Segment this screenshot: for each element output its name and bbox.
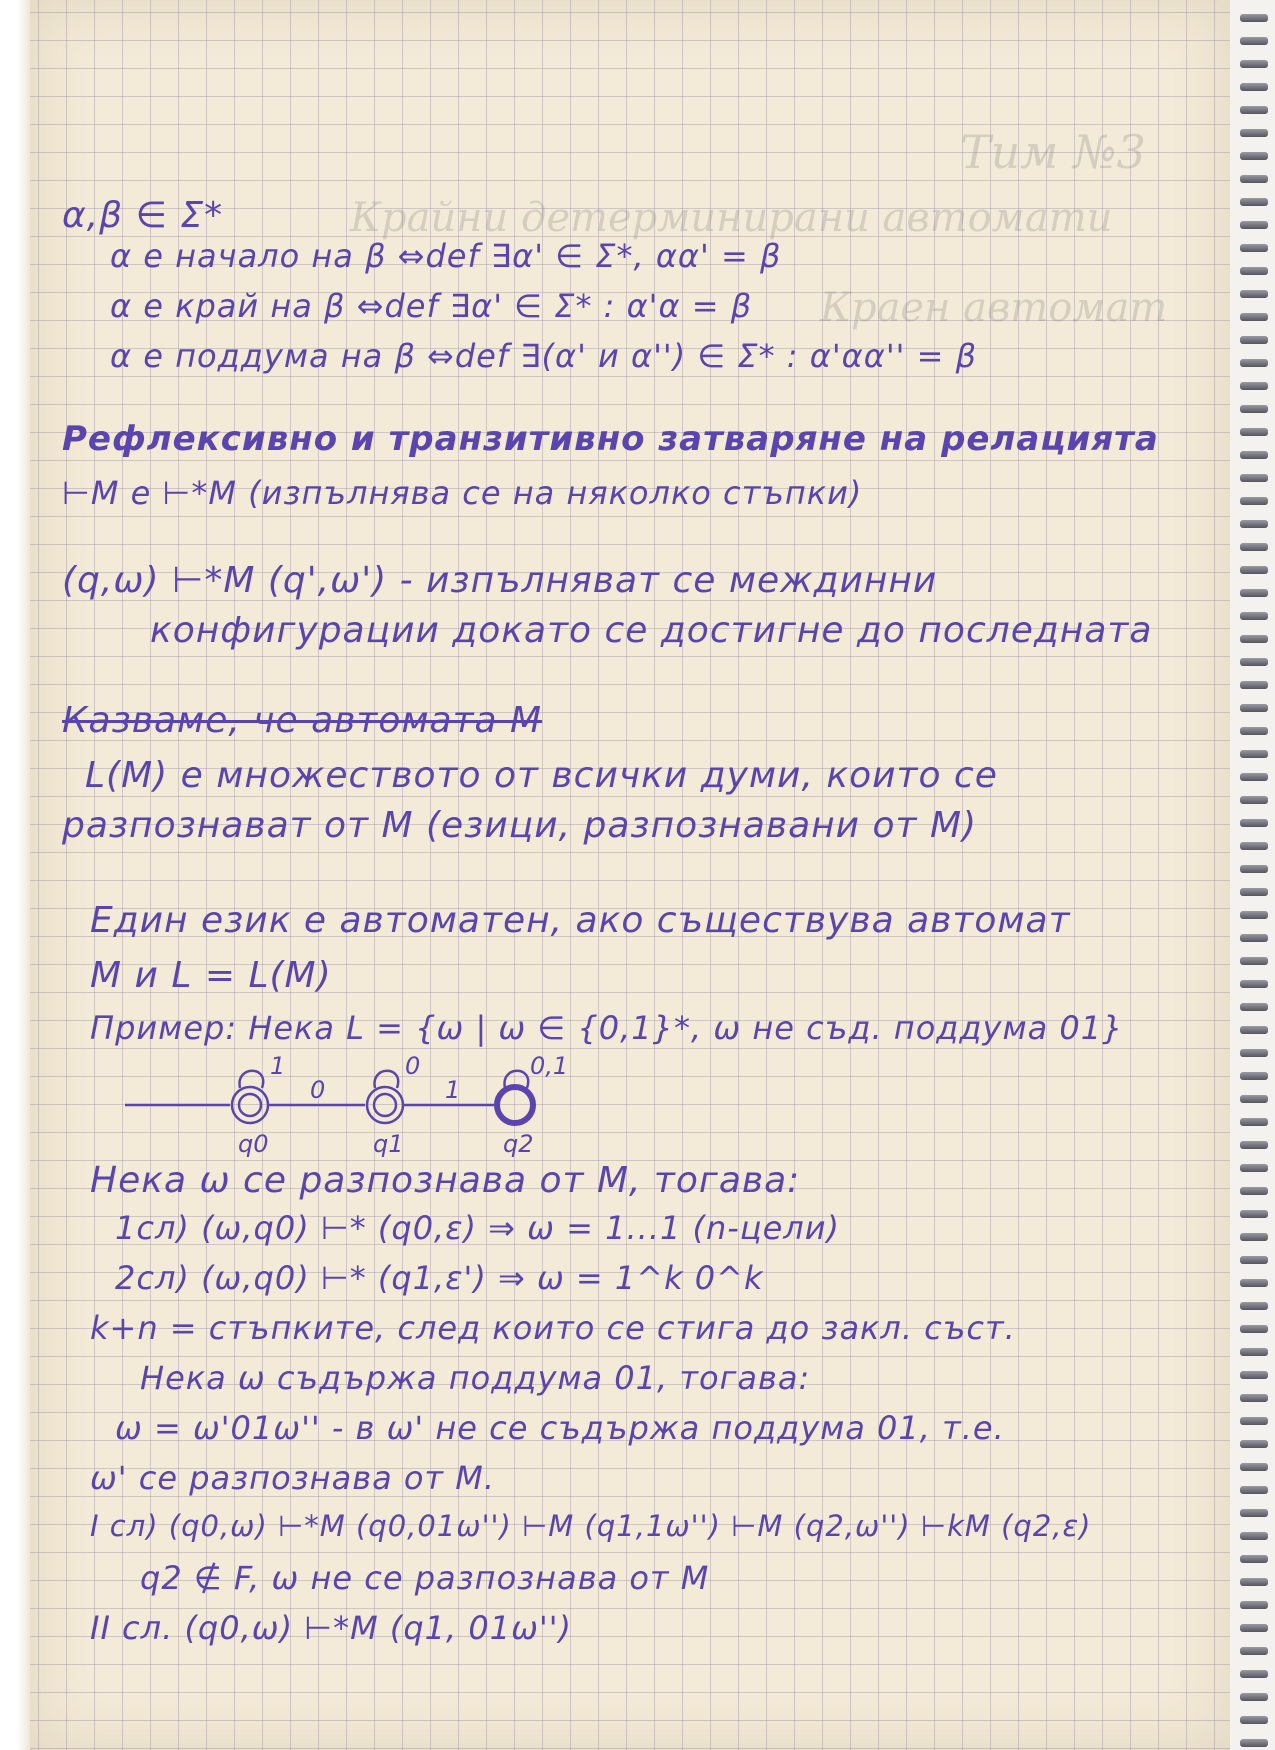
spiral-ring [1240,1118,1268,1126]
note-line-21: ω' се разпознава от M. [90,1459,496,1497]
state-label-q0: q0 [238,1130,269,1158]
spiral-ring [1240,1256,1268,1264]
spiral-ring [1240,1026,1268,1034]
spiral-ring [1240,1279,1268,1287]
spiral-ring [1240,635,1268,643]
spiral-ring [1240,451,1268,459]
spiral-ring [1240,37,1268,45]
note-line-11: разпознават от M (езици, разпознавани от M) [62,805,978,846]
spiral-ring [1240,290,1268,298]
spiral-ring [1240,773,1268,781]
spiral-ring [1240,60,1268,68]
spiral-ring [1240,1417,1268,1425]
spiral-ring [1240,428,1268,436]
spiral-ring [1240,750,1268,758]
spiral-ring [1240,152,1268,160]
spiral-ring [1240,796,1268,804]
spiral-ring [1240,1394,1268,1402]
spiral-ring [1240,1463,1268,1471]
note-line-1: α,β ∈ Σ* [62,195,224,236]
spiral-ring [1240,704,1268,712]
spiral-ring [1240,198,1268,206]
spiral-ring [1240,658,1268,666]
spiral-ring [1240,1049,1268,1057]
edge-label-q1-q2: 1 [445,1076,461,1104]
background-text-title: Тим №3 [960,125,1146,179]
spiral-ring [1240,175,1268,183]
note-line-18: k+n = стъпките, след които се стига до закл. съст. [90,1309,1016,1347]
state-label-q2: q2 [503,1130,534,1158]
spiral-ring [1240,359,1268,367]
spiral-ring [1240,1003,1268,1011]
spiral-ring [1240,1578,1268,1586]
spiral-ring [1240,106,1268,114]
note-line-7: (q,ω) ⊢*M (q',ω') - изпълняват се междинни [62,560,938,601]
note-line-10: L(M) е множеството от всички думи, които се [85,755,998,796]
spiral-ring [1240,1647,1268,1655]
spiral-ring [1240,1210,1268,1218]
note-line-6: ⊢M е ⊢*M (изпълнява се на няколко стъпки) [62,474,863,512]
spiral-ring [1240,1233,1268,1241]
spiral-ring [1240,1348,1268,1356]
note-line-17: 2сл) (ω,q0) ⊢* (q1,ε') ⇒ ω = 1^k 0^k [115,1259,764,1297]
spiral-ring [1240,474,1268,482]
spiral-ring [1240,1187,1268,1195]
spiral-ring [1240,405,1268,413]
edge-label-q0-q1: 0 [310,1076,326,1104]
spiral-ring [1240,957,1268,965]
spiral-ring [1240,1716,1268,1724]
spiral-ring [1240,520,1268,528]
spiral-ring [1240,1624,1268,1632]
state-q2-circle [497,1087,533,1123]
spiral-ring [1240,1486,1268,1494]
spiral-ring [1240,1670,1268,1678]
spiral-ring [1240,244,1268,252]
spiral-ring [1240,1693,1268,1701]
loop-label-q1: 0 [405,1052,421,1080]
spiral-ring [1240,129,1268,137]
note-line-4: α е поддума на β ⇔def ∃(α' и α'') ∈ Σ* : α'αα'' = β [110,337,977,375]
spiral-ring [1240,221,1268,229]
state-q1-circle [367,1087,403,1123]
spiral-ring [1240,83,1268,91]
spiral-ring [1240,980,1268,988]
state-q1-accept-ring [374,1094,396,1116]
state-q0-circle [232,1087,268,1123]
state-label-q1: q1 [373,1130,404,1158]
note-line-3: α е край на β ⇔def ∃α' ∈ Σ* : α'α = β [110,287,753,325]
spiral-ring [1240,382,1268,390]
note-line-example: Пример: Нека L = {ω | ω ∈ {0,1}*, ω не съд. поддума 01} [90,1009,1124,1047]
spiral-ring [1240,727,1268,735]
spiral-ring [1240,1532,1268,1540]
spiral-ring [1240,681,1268,689]
spiral-ring [1240,1072,1268,1080]
spiral-ring [1240,888,1268,896]
spiral-ring [1240,1371,1268,1379]
automaton-svg [120,1050,570,1160]
loop-q0 [240,1071,264,1088]
note-heading-closure: Рефлексивно и транзитивно затваряне на релацията [62,419,1159,459]
spiral-binding [1230,0,1275,1750]
spiral-ring [1240,14,1268,22]
note-line-23: q2 ∉ F, ω не се разпознава от M [140,1559,710,1597]
note-line-20: ω = ω'01ω'' - в ω' не се съдържа поддума 01, т.е. [115,1409,1005,1447]
paper-edge [0,0,32,1750]
spiral-ring [1240,1095,1268,1103]
spiral-ring [1240,1141,1268,1149]
background-text-heading: Краен автомат [820,285,1168,331]
spiral-ring [1240,566,1268,574]
spiral-ring [1240,313,1268,321]
note-line-12: Един език е автоматен, ако съществува автомат [90,900,1071,941]
spiral-ring [1240,1325,1268,1333]
spiral-ring [1240,1440,1268,1448]
spiral-ring [1240,1164,1268,1172]
note-line-19: Нека ω съдържа поддума 01, тогава: [140,1359,811,1397]
automaton-diagram [120,1050,570,1160]
spiral-ring [1240,1555,1268,1563]
spiral-ring [1240,911,1268,919]
state-q0-accept-ring [239,1094,261,1116]
spiral-ring [1240,1302,1268,1310]
spiral-ring [1240,819,1268,827]
loop-label-q2: 0,1 [530,1052,569,1080]
loop-q1 [375,1071,399,1088]
spiral-ring [1240,865,1268,873]
note-line-22: I сл) (q0,ω) ⊢*M (q0,01ω'') ⊢M (q1,1ω'') ⊢M (q2,ω'') ⊢kM (q2,ε) [90,1509,1092,1543]
note-line-16: 1сл) (ω,q0) ⊢* (q0,ε) ⇒ ω = 1...1 (n-цели) [115,1209,841,1247]
spiral-ring [1240,267,1268,275]
loop-label-q0: 1 [270,1052,286,1080]
note-line-8: конфигурации докато се достигне до последната [150,610,1153,651]
note-line-13: M и L = L(M) [90,955,332,996]
spiral-ring [1240,1509,1268,1517]
spiral-ring [1240,1601,1268,1609]
note-line-struck: Казваме, че автомата M [62,700,543,741]
spiral-ring [1240,842,1268,850]
spiral-ring [1240,589,1268,597]
spiral-ring [1240,497,1268,505]
background-text-subtitle: Крайни детерминирани автомати [350,195,1113,241]
note-line-2: α е начало на β ⇔def ∃α' ∈ Σ*, αα' = β [110,237,782,275]
spiral-ring [1240,934,1268,942]
spiral-ring [1240,1739,1268,1747]
note-line-15: Нека ω се разпознава от M, тогава: [90,1160,801,1201]
note-line-24: II сл. (q0,ω) ⊢*M (q1, 01ω'') [90,1609,572,1647]
spiral-ring [1240,543,1268,551]
spiral-ring [1240,612,1268,620]
spiral-ring [1240,336,1268,344]
